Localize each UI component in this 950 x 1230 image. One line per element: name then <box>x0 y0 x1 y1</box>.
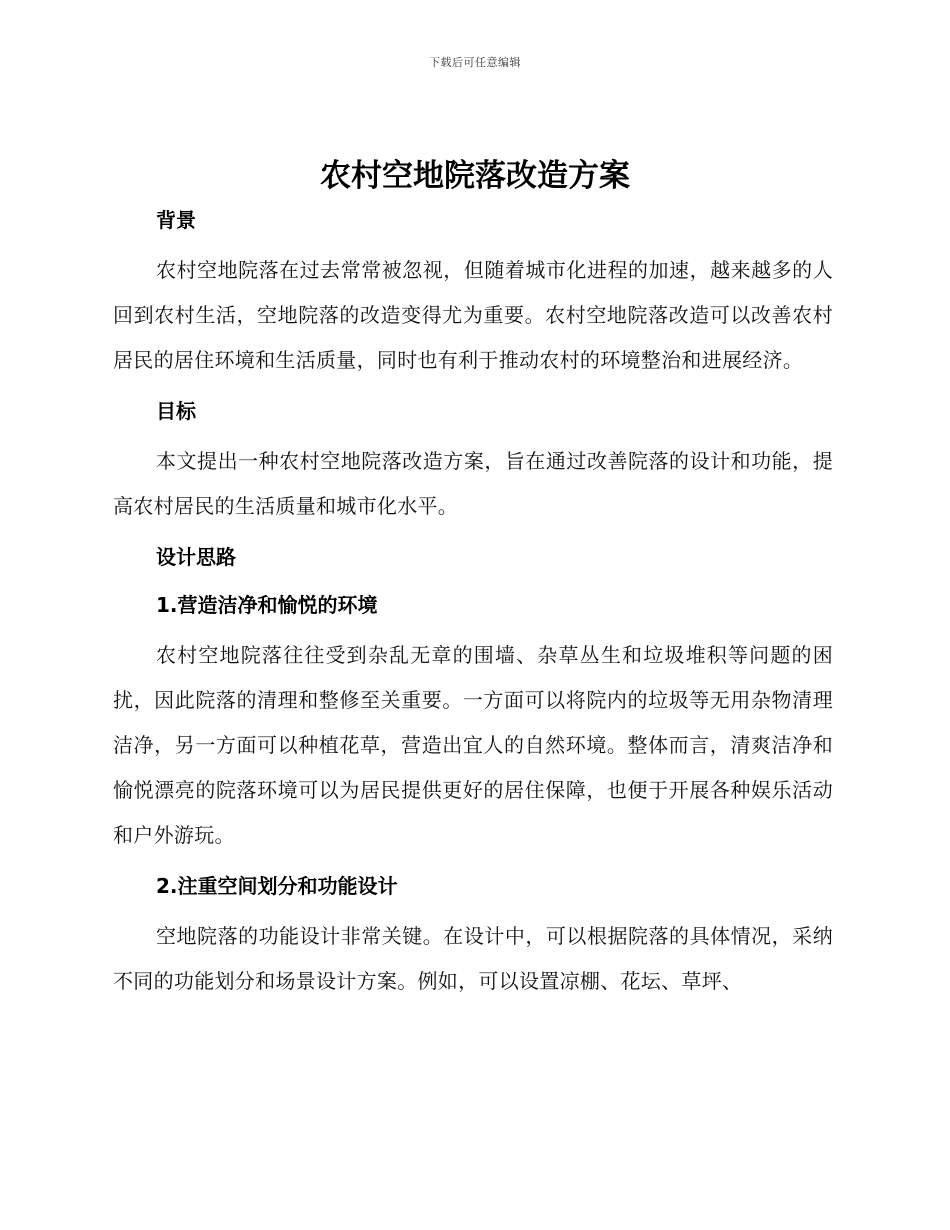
document-title: 农村空地院落改造方案 <box>320 158 630 194</box>
subsection-heading-space-function: 2.注重空间划分和功能设计 <box>156 874 398 898</box>
paragraph-background: 农村空地院落在过去常常被忽视，但随着城市化进程的加速，越来越多的人回到农村生活，空地院落的改造变得尤为重要。农村空地院落改造可以改善农村居民的居住环境和生活质量，同时也有利于推动农村的环境整治和进展经济。 <box>113 258 833 372</box>
section-heading-background: 背景 <box>156 208 196 232</box>
paragraph-space-function: 空地院落的功能设计非常关键。在设计中，可以根据院落的具体情况，采纳不同的功能划分和场景设计方案。例如，可以设置凉棚、花坛、草坪、 <box>113 924 833 993</box>
page-header-note: 下载后可任意编辑 <box>429 56 521 69</box>
section-heading-design: 设计思路 <box>156 545 236 569</box>
subsection-heading-environment: 1.营造洁净和愉悦的环境 <box>156 593 378 617</box>
document-body <box>113 200 833 1004</box>
paragraph-environment: 农村空地院落往往受到杂乱无章的围墙、杂草丛生和垃圾堆积等问题的困扰，因此院落的清理和整修至关重要。一方面可以将院内的垃圾等无用杂物清理洁净，另一方面可以种植花草，营造出宜人的自然环境。整体而言，清爽洁净和愉悦漂亮的院落环境可以为居民提供更好的居住保障，也便于开展各种娱乐活动和户外游玩。 <box>113 643 833 847</box>
section-heading-goal: 目标 <box>156 399 196 423</box>
paragraph-goal: 本文提出一种农村空地院落改造方案，旨在通过改善院落的设计和功能，提高农村居民的生活质量和城市化水平。 <box>113 449 833 518</box>
